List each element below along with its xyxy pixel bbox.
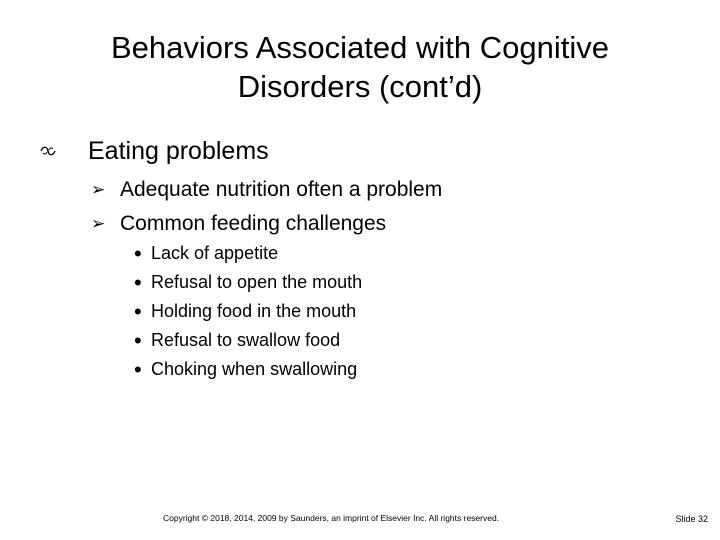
dot-bullet-icon: • (134, 298, 142, 324)
arrow-bullet-icon: ➢ (91, 214, 106, 233)
fleuron-bullet-icon (40, 132, 88, 170)
list-item (134, 297, 362, 326)
dot-bullet-icon: • (134, 240, 142, 266)
dot-bullet-icon: • (134, 327, 142, 353)
list-item (91, 207, 442, 241)
list-item (134, 326, 362, 355)
list-item (134, 268, 362, 297)
sub-bullet-text: Adequate nutrition often a problem (120, 178, 443, 201)
list-item (134, 355, 362, 384)
sub-bullet-list (91, 173, 442, 241)
dot-bullet-icon: • (134, 269, 142, 295)
slide-number: Slide 32 (675, 514, 708, 524)
copyright-footer: Copyright © 2018, 2014, 2009 by Saunders, an imprint of Elsevier Inc. All rights reserved. (163, 513, 500, 523)
sub-sub-bullet-text: Refusal to swallow food (151, 330, 341, 350)
sub-bullet-text: Common feeding challenges (120, 212, 387, 235)
sub-sub-bullet-text: Holding food in the mouth (151, 301, 357, 321)
list-item (91, 173, 442, 207)
main-bullet (40, 134, 269, 168)
arrow-bullet-icon: ➢ (91, 180, 106, 199)
sub-sub-bullet-list (134, 239, 362, 384)
slide-title-line1: Behaviors Associated with Cognitive (111, 30, 609, 65)
list-item (134, 239, 362, 268)
slide-title (40, 28, 680, 106)
sub-sub-bullet-text: Choking when swallowing (151, 359, 358, 379)
main-bullet-text: Eating problems (88, 137, 269, 165)
dot-bullet-icon: • (134, 356, 142, 382)
slide-title-line2: Disorders (cont’d) (237, 69, 483, 104)
sub-sub-bullet-text: Lack of appetite (151, 243, 279, 263)
sub-sub-bullet-text: Refusal to open the mouth (151, 272, 363, 292)
